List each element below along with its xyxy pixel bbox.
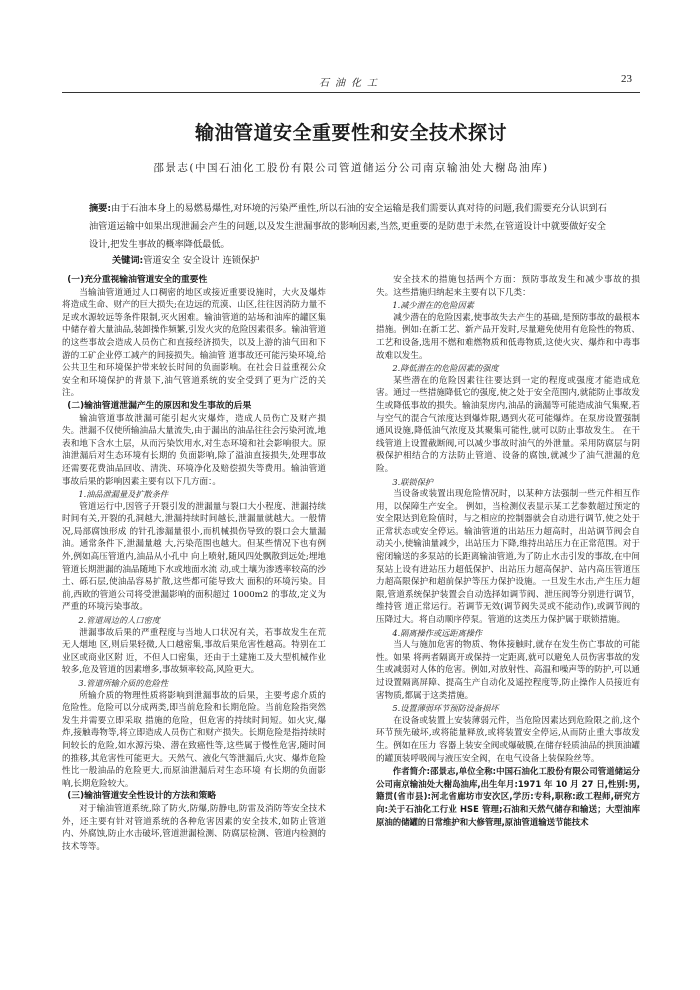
journal-name: 石油化工 (319, 78, 383, 89)
section-3-heading: (三)输油管道安全性设计的方法和策略 (67, 791, 217, 802)
section-3-paragraph: 对于输油管道系统,除了防火,防爆,防静电,防雷及消防等安全技术外，还主要有针对管道系统的各种危害因素的安全技术,如防止管道内、外腐蚀,防止水击破坏,管道泄漏检测、防腐层检测、管道内检测的技术等等。 (62, 803, 326, 852)
subheading-medium-hazard: 3.管道所输介质的危险性 (78, 678, 169, 688)
right-paragraph-3: 某些潜在的危险因素往往要达到一定的程度或强度才能造成危害。通过一些措施降低它的强度,使之处于安全范围内,就能防止事故发生或降低事故的损失。输油泵房内,油品的滴漏等可能造成油气集聚,若与空气的混合气浓度达到爆炸限,遇到火花可能爆炸。在泵房设置强制通风设施,降低油气浓度及其聚集可能性,就可以防止事故发生。 在干线管道上设置截断阀,可以减少事故时油气的外泄量。采用防腐层与阴极保护相结合的方法防止管道、设备的腐蚀,就减少了油气泄漏的危险。 (376, 375, 640, 474)
right-paragraph-4: 当设备或装置出现危险情况时，以某种方法强制一些元件相互作用，以保障生产安全。 例如，当检测仪表显示某工艺参数超过预定的安全限达到危险值时，与之相应的控制器就会自动进行调节,使之处于正常状态或安全停运。输油管道的出站压力超高时，出站调节阀会自动关小,使输油量减少，出站压力下降,维持出站压力在正常范围。对于密闭输送的多泵站的长距离输油管道,为了防止水击引发的事故,在中间泵站上设有进站压力超低保护、出站压力超高保护、站内高压管道压力超高限保护和超前保护等压力保护设施。一旦发生水击,产生压力超限,管道系统保护装置会自动选择如调节阀、泄压阀等分别进行调节，维持管 道正常运行。若调节无效(调节阀失灵或不能动作),或调节阀的压降过大。将自动顺序停泵。管道的这类压力保护属于联锁措施。 (376, 489, 640, 626)
keywords (112, 252, 259, 266)
section-1-heading: (一)充分重视输油管道安全的重要性 (67, 275, 208, 285)
abstract-label: 摘要: (89, 203, 112, 214)
paper-title: 输油管道安全重要性和安全技术探讨 (194, 122, 507, 144)
left-column (62, 274, 326, 853)
section-2-paragraph-4: 所输介质的物理性质将影响到泄漏事故的后果，主要考虑介质的危险性。危险可以分成两类,即当前危险和长期危险。当前危险指突然发生并需要立即采取 措施的危险，但危害的持续时间短。如火灾,爆炸,接触毒物等,将立即造成人员伤亡和财产损失。长期危险是指持续时间较长的危险,如水源污染、潜在致癌性等,这些属于慢性危害,随时间的推移,其危害性可能更大。天然气、液化气等泄漏后,火灾、爆炸危险性比一般油品的危险更大,而原油泄漏后对生态环境 有长期的负面影响,长期危险较大。 (62, 690, 326, 789)
keywords-text: 管道安全 安全设计 连锁保护 (143, 255, 260, 266)
right-paragraph-2: 减少潜在的危险因素,使事故失去产生的基础,是预防事故的最根本措施。例如:在新工艺、新产品开发时,尽量避免使用有危险性的物质、工艺和设备,选用不燃和难燃物质和低毒物质,这使火灾、爆炸和中毒事故难以发生。 (376, 312, 640, 361)
subheading-weak-link: 5.设置薄弱环节预防设备损坏 (392, 703, 499, 714)
keywords-label: 关键词: (112, 255, 144, 266)
right-paragraph-6: 在设备或装置上安装薄弱元件，当危险因素达到危险限之前,这个环节预先破坏,或将能量释放,或将装置安全停运,从而防止重大事故发生。例如在压力 容器上装安全阀或爆破膜,在储存轻质油品的拱顶油罐的罐顶装呼吸阀与液压安全阀，在电气设备上装保险丝等。 (376, 715, 640, 764)
subheading-isolation: 4.隔离操作或远距离操作 (392, 627, 483, 638)
right-paragraph-1: 安全技术的措施包括两个方面：预防事故发生和减少事故的损失。这些措施归纳起来主要有以下几类： (376, 275, 640, 298)
section-2-paragraph-1: 输油管道事故泄漏可能引起火灾爆炸，造成人员伤亡及财产损失。泄漏不仅使所输油品大量流失,由于漏出的油品往往会污染河流,地表和地下含水土层，从而污染饮用水,对生态环境和社会影响很大。原油泄漏后对生态环境有长期的 负面影响,除了溢油直接损失,处理事故还需要花费油品回收、清洗、环境净化及赔偿损失等费用。输油管道事故后果的影响因素主要有以下几方面：。 (62, 413, 326, 487)
subheading-leak-volume: 1.油品泄漏量及扩散条件 (78, 489, 169, 500)
running-header (62, 72, 640, 93)
subheading-reduce-intensity: 2.降低潜在的危险因素的强度 (392, 363, 499, 374)
section-2-paragraph-3: 泄漏事故后果的严重程度与当地人口状况有关，若事故发生在荒无人烟地 区,则后果轻微,人口越密集,事故后果危害性越高。特别在工业区或商业区附 近，不但人口密集，还由于土建施工及大型机械作业较多,危及管道的因素增多,事故频率较高,风险更大。 (62, 627, 326, 676)
right-column (376, 274, 640, 828)
section-1-paragraph: 当输油管道通过人口稠密的地区或接近重要设施时，大火及爆炸将造成生命、财产的巨大损失;在边远的荒漠、山区,往往因消防力量不足或水源较远等条件限制,灭火困难。输油管道的站场和油库的罐区集中储存着大量油品,装卸操作频繁,引发火灾的危险因素很多。输油管道的这些事故会造成人员伤亡和直接经济损失，以及上游的油气田和下游的工矿企业停工减产的间接损失。输油管 道事故还可能污染环境,给公共卫生和环境保护带来较长时间的负面影响。在社会日益重视公众安全和环境保护的背景下,油气管道系统的安全受到了更为广泛的关注。 (62, 287, 326, 399)
section-2-paragraph-2: 管道运行中,因管子开裂引发的泄漏量与裂口大小程度、泄漏持续时间有关,开裂的孔洞越大,泄漏持续时间越长,泄漏量就越大。一般情况,局部腐蚀形成 的针孔渗漏量很小,而机械损伤导致的裂口会大量漏油。通常条件下,泄漏量越 大,污染范围也越大。但某些情况下也有例外,例如高压管道内,油品从小孔中 向上喷射,随风四处飘散到远处;埋地管道长期泄漏的油品随地下水或地面水流 动,或土壤为渗透率较高的沙土、砾石层,使油品容易扩散,这些都可能导致大 面积的环境污染。目前,西欧的管道公司将受泄漏影响的面积超过 1000m2 的事故,定义为严重的环境污染事故。 (62, 501, 326, 613)
author-affiliation: 邵景志(中国石油化工股份有限公司管道储运分公司南京输油处大榭岛油库) (153, 162, 549, 174)
subheading-population: 2.管道周边的人口密度 (78, 615, 160, 626)
page-number: 23 (621, 73, 632, 85)
subheading-reduce-hazard: 1.减少潜在的危险因素 (392, 300, 474, 311)
author-bio: 作者简介:邵景志,单位全称:中国石油化工股份有限公司管道储运分公司南京输油处大榭岛油库,出生年月:1971 年 10 月 27 日,性别:男,籍贯(省市县):河北省廊坊市安次区,学历:专科,职称:政工程师,研究方向:关于石油化工行业 HSE 管理;石油和天然气储存和输送；大型油库原油的储罐的日常维护和大修管理,原油管道输送节能技术 (376, 766, 640, 827)
subheading-interlock: 3.联锁保护 (392, 476, 433, 487)
right-paragraph-5: 当人与施加危害的物质、物体接触时,就存在发生伤亡事故的可能性。如果 将两者隔离开或保持一定距离,就可以避免人员伤害事故的发生或减弱对人体的危害。例如,对放射性、高温和噪声等的防护,可以通过设置隔离屏障、提高生产自动化及遥控程度等,防止操作人员接近有害物质,都属于这类措施。 (376, 640, 640, 701)
section-2-heading: (二)输油管道泄漏产生的原因和发生事故的后果 (67, 400, 252, 411)
abstract-text: 由于石油本身上的易燃易爆性,对环境的污染严重性,所以石油的安全运输是我们需要认真对待的问题,我们需要充分认识到石油管道运输中如果出现泄漏会产生的问题,以及发生泄漏事故的影响因素,当然,更重要的是防患于未然,在管道设计中就要做好安全设计,把发生事故的概率降低最低。 (89, 203, 607, 250)
abstract (89, 200, 611, 254)
